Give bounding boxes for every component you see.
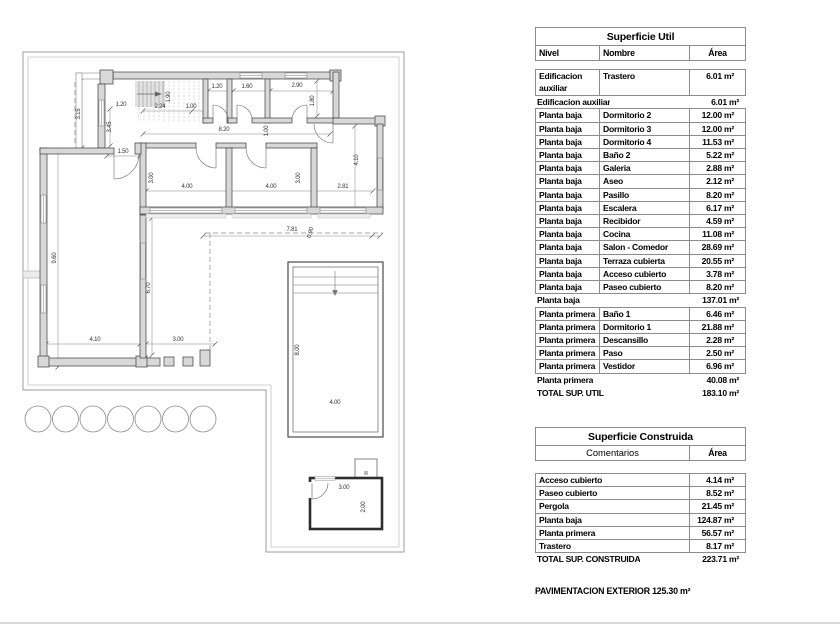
dimension-label: 3.00 [149,172,155,184]
cell-nombre: Trastero [599,70,689,95]
cell-comentario: Trastero [539,541,571,552]
cell-nombre: Salon - Comedor [599,241,689,253]
cell-area: 11.53 m² [689,136,745,148]
dimension-label: 4.10 [354,154,360,166]
dimension-label: 8.00 [295,344,301,356]
cell-area: 3.78 m² [689,268,745,280]
dimension-label: 0.90 [306,226,316,239]
tree-circle [163,406,189,432]
table-row [535,148,746,162]
cell-area: 21.45 m² [689,500,745,512]
cell-area: 20.55 m² [689,255,745,267]
cell-area: 6.17 m² [689,202,745,214]
cell-area: 6.46 m² [689,308,745,320]
dimension-label: 6.70 [146,282,152,294]
cell-nivel: Planta primera [539,308,596,319]
cell-nivel: Planta baja [539,216,582,227]
table-row [535,374,746,387]
pool [288,262,383,437]
dimension-label: 2.24 [154,104,166,110]
dimension-label: 3.45 [107,121,113,133]
cell-area: 124.87 m² [689,514,745,526]
column-header-comentarios: Comentarios [586,448,639,458]
cell-nivel: Planta baja [539,255,582,266]
cell-nombre: Galeria [599,162,689,174]
cell-comentario: Planta baja [539,514,582,525]
cell-nivel: Planta baja [539,176,582,187]
dimension-label: 3.15 [76,108,82,120]
cell-nivel: Planta baja [539,123,582,134]
table-title: Superficie Util [535,27,746,46]
table-row [535,280,746,294]
dimension-label: 3.00 [296,172,302,184]
cell-comentario: Paseo cubierto [539,488,598,499]
dimension-label: 1.20 [211,84,223,90]
tree-circle [80,406,106,432]
tree-circle [25,406,51,432]
dimension-label: 9.60 [52,252,58,264]
dimension-label: 8.20 [218,127,230,133]
dimension-label: 1.60 [241,84,253,90]
cell-nivel: Edificacion auxiliar [539,71,583,93]
table-rows [535,69,746,400]
table-rows [535,473,746,567]
cell-area: 8.20 m² [689,189,745,201]
cell-area: 2.28 m² [689,334,745,346]
table-row [535,294,746,307]
superficie-construida-table [535,427,746,567]
table-row [535,320,746,334]
table-row [535,174,746,188]
table-row [535,526,746,540]
cell-nombre: Pasillo [599,189,689,201]
cell-area: 2.50 m² [689,347,745,359]
column-header-area: Área [689,446,745,460]
dimension-label: 7.81 [286,227,298,233]
table-row [535,108,746,122]
dimension-label: 4.00 [329,400,341,406]
cell-nivel: Planta baja [539,163,582,174]
cell-nombre: Baño 1 [599,308,689,320]
superficie-util-table [535,27,746,400]
cell-comentario: Planta primera [539,527,596,538]
table-row [535,267,746,281]
cell-area: 12.00 m² [689,123,745,135]
cell-nombre: Dormitorio 3 [599,123,689,135]
dimension-label: 2.81 [337,184,349,190]
table-title: Superficie Construida [535,427,746,446]
cell-area: 4.14 m² [689,474,745,486]
table-row [535,69,746,96]
cell-nivel: Planta primera [539,321,596,332]
cell-nombre: Dormitorio 2 [599,109,689,121]
cell-nivel: TOTAL SUP. UTIL [537,388,604,399]
cell-area: 2.12 m² [689,175,745,187]
table-row [535,96,746,109]
dimension-label: 1.20 [115,102,127,108]
table-row [535,240,746,254]
cell-area: 6.01 m² [711,97,739,107]
tree-circle [108,406,134,432]
table-row [535,122,746,136]
column-header-nombre: Nombre [599,46,689,60]
table-header [535,46,746,61]
tree-circle [135,406,161,432]
cell-nivel: Planta baja [539,229,582,240]
cell-nivel: Planta primera [539,361,596,372]
cell-nivel: Planta primera [539,335,596,346]
table-row [535,513,746,527]
cell-nombre: Aseo [599,175,689,187]
cell-nivel: Planta baja [539,242,582,253]
table-header [535,446,746,461]
cell-nivel: Planta baja [539,110,582,121]
cell-area: 8.52 m² [689,487,745,499]
table-row [535,227,746,241]
cell-area: 12.00 m² [689,109,745,121]
cell-nombre: Paseo cubierto [599,281,689,293]
cell-nombre: Dormitorio 1 [599,321,689,333]
dimension-label: 4.10 [89,337,101,343]
cell-area: 21.88 m² [689,321,745,333]
cell-nombre: Acceso cubierto [599,268,689,280]
cell-area: 5.22 m² [689,149,745,161]
table-row [535,346,746,360]
dimension-label: 2.00 [361,501,367,513]
cell-area: 28.69 m² [689,241,745,253]
table-row [535,135,746,149]
cell-area: 8.17 m² [689,540,745,552]
tree-circle [190,406,216,432]
dimension-label: 1.50 [117,149,129,155]
dimension-label: 4.00 [265,184,277,190]
dimension-label: 2.90 [291,83,303,89]
cell-nivel: Planta baja [539,150,582,160]
cell-area: 40.08 m² [706,374,739,385]
dimension-label: 4.00 [181,184,193,190]
cell-nivel: Planta baja [539,268,582,279]
cell-comentario: TOTAL SUP. CONSTRUIDA [537,554,641,565]
cell-area: 56.57 m² [689,527,745,539]
table-row [535,201,746,215]
cell-area: 137.01 m² [702,295,739,306]
outbuilding [308,459,383,529]
cell-nombre: Paso [599,347,689,359]
table-row [535,254,746,268]
page-bottom-edge [0,622,840,624]
cell-comentario: Acceso cubierto [539,475,603,485]
table-row [535,188,746,202]
table-row [535,161,746,175]
cell-nombre: Cocina [599,228,689,240]
cell-area: 4.59 m² [689,215,745,227]
cell-nivel: Planta baja [539,136,582,147]
table-row [535,387,746,400]
column-header-nivel: Nivel [539,48,559,58]
table-row [535,486,746,500]
cell-nombre: Dormitorio 4 [599,136,689,148]
cell-nivel: Edificacion auxiliar [537,97,611,107]
cell-area: 6.01 m² [689,70,745,95]
cell-nombre: Escalera [599,202,689,214]
cell-nivel: Planta baja [537,295,580,306]
table-row [535,473,746,487]
cell-nivel: Planta primera [539,348,596,359]
cell-area: 6.96 m² [689,360,745,372]
table-row [535,359,746,373]
column-header-area: Área [689,46,745,60]
cell-area: 11.08 m² [689,228,745,240]
cell-nivel: Planta baja [539,202,582,213]
dimension-label: 1.90 [166,91,172,103]
cell-nombre: Recibidor [599,215,689,227]
cell-area: 183.10 m² [702,388,739,399]
dimension-label: 3.00 [338,485,350,491]
table-row [535,499,746,513]
door-arcs [114,105,333,179]
table-row [535,553,746,566]
dimension-label: 1.80 [310,95,316,107]
dimension-label: 1.00 [264,125,270,137]
pavimentacion-note: PAVIMENTACION EXTERIOR 125.30 m² [535,586,691,596]
table-row [535,333,746,347]
cell-nivel: Planta primera [537,374,594,385]
cell-nivel: Planta baja [539,189,582,200]
trees-row [25,406,216,432]
cell-comentario: Pergola [539,501,569,512]
cell-area: 8.20 m² [689,281,745,293]
cell-nombre: Vestidor [599,360,689,372]
table-row [535,214,746,228]
dimension-label: 1.00 [185,104,197,110]
cell-area: 2.88 m² [689,162,745,174]
cell-nombre: Baño 2 [599,149,689,161]
dimension-label: 3.00 [172,337,184,343]
window-sills [146,214,370,218]
cell-nombre: Descansillo [599,334,689,346]
table-row [535,307,746,321]
table-row [535,539,746,553]
cell-nombre: Terraza cubierta [599,255,689,267]
tree-circle [53,406,79,432]
cell-nivel: Planta baja [539,282,582,293]
cell-area: 223.71 m² [702,554,739,565]
